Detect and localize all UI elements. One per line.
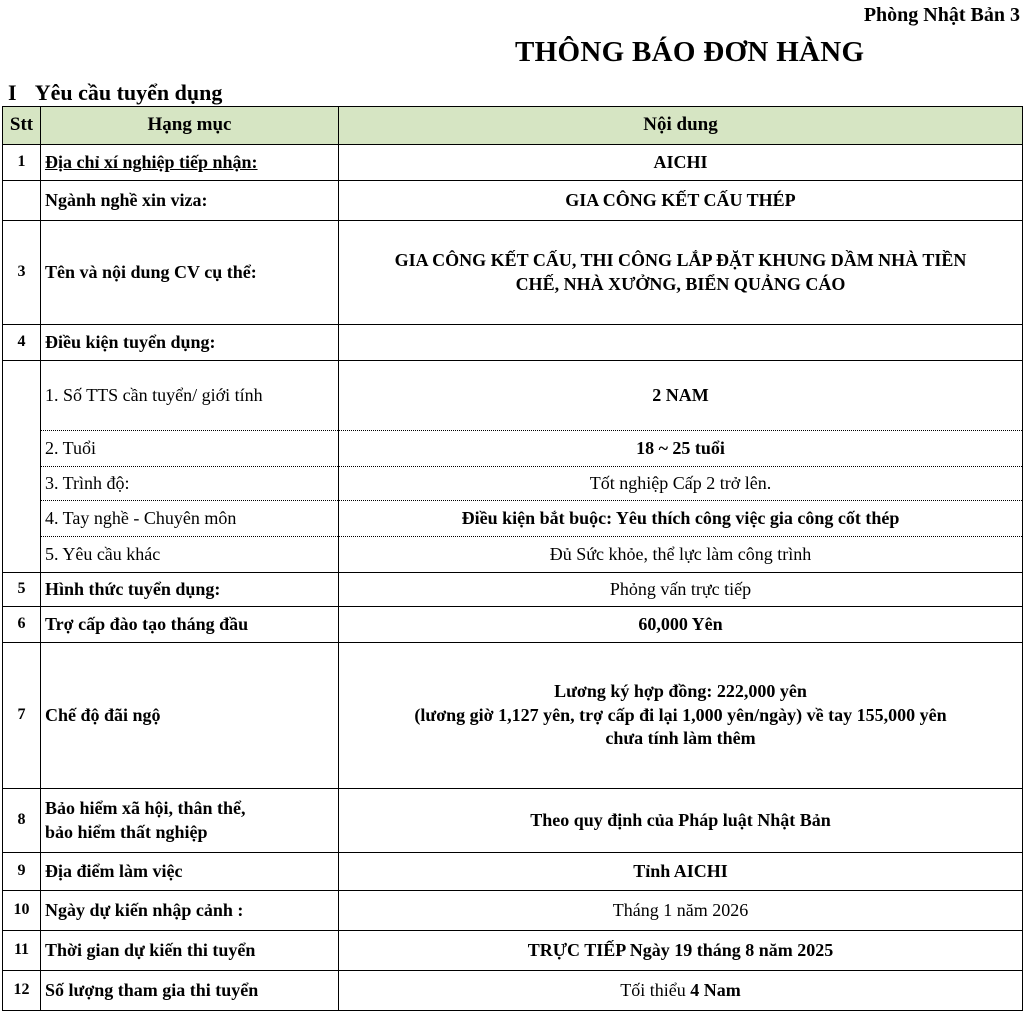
row-stt (3, 537, 41, 573)
table-row (3, 573, 1023, 607)
row-content: Điều kiện bắt buộc: Yêu thích công việc gia công cốt thép (339, 501, 1023, 537)
row-stt: 3 (3, 221, 41, 325)
row-content: 60,000 Yên (339, 607, 1023, 643)
table-row (3, 607, 1023, 643)
row-stt: 5 (3, 573, 41, 607)
row-stt (3, 431, 41, 467)
recruitment-table (2, 106, 1023, 1011)
row-content: TRỰC TIẾP Ngày 19 tháng 8 năm 2025 (339, 931, 1023, 971)
row-stt: 7 (3, 643, 41, 789)
row-stt: 12 (3, 971, 41, 1011)
row-content: AICHI (339, 145, 1023, 181)
row-item: Địa chỉ xí nghiệp tiếp nhận: (41, 145, 339, 181)
row-item: Chế độ đãi ngộ (41, 643, 339, 789)
department-label: Phòng Nhật Bản 3 (863, 4, 1020, 26)
row-item: Ngày dự kiến nhập cảnh : (41, 891, 339, 931)
table-row (3, 891, 1023, 931)
row-stt (3, 467, 41, 501)
section-heading (8, 80, 222, 106)
row-content: Phỏng vấn trực tiếp (339, 573, 1023, 607)
row-content (339, 971, 1023, 1011)
row-content: GIA CÔNG KẾT CẤU THÉP (339, 181, 1023, 221)
row-item: Thời gian dự kiến thi tuyển (41, 931, 339, 971)
row-content: Tỉnh AICHI (339, 853, 1023, 891)
row-item: Ngành nghề xin viza: (41, 181, 339, 221)
row-item: Hình thức tuyển dụng: (41, 573, 339, 607)
column-header-stt: Stt (3, 107, 41, 145)
table-row (3, 971, 1023, 1011)
row-stt: 10 (3, 891, 41, 931)
row-content: Tháng 1 năm 2026 (339, 891, 1023, 931)
row-item: Tên và nội dung CV cụ thể: (41, 221, 339, 325)
table-row (3, 221, 1023, 325)
row-stt (3, 181, 41, 221)
row-item (41, 789, 339, 853)
row-stt: 1 (3, 145, 41, 181)
table-row (3, 501, 1023, 537)
row-content (339, 221, 1023, 325)
row-content-line: (lương giờ 1,127 yên, trợ cấp đi lại 1,000 yên/ngày) về tay 155,000 yên (414, 704, 947, 725)
column-header-content: Nội dung (339, 107, 1023, 145)
row-item: 4. Tay nghề - Chuyên môn (41, 501, 339, 537)
row-stt (3, 501, 41, 537)
row-stt: 8 (3, 789, 41, 853)
row-content: Tốt nghiệp Cấp 2 trở lên. (339, 467, 1023, 501)
table-row (3, 643, 1023, 789)
row-content-line: chưa tính làm thêm (605, 728, 756, 749)
row-stt: 4 (3, 325, 41, 361)
row-stt: 9 (3, 853, 41, 891)
row-content-prefix: Tối thiểu (620, 979, 686, 1000)
row-item: Trợ cấp đào tạo tháng đầu (41, 607, 339, 643)
table-row (3, 145, 1023, 181)
table-header-row (3, 107, 1023, 145)
row-stt: 6 (3, 607, 41, 643)
row-stt (3, 361, 41, 431)
row-item: Điều kiện tuyển dụng: (41, 325, 339, 361)
table-row (3, 537, 1023, 573)
section-title: Yêu cầu tuyển dụng (34, 80, 223, 105)
page-title (360, 36, 1024, 69)
row-content (339, 643, 1023, 789)
row-item: 2. Tuổi (41, 431, 339, 467)
row-item-line: Bảo hiểm xã hội, thân thể, (45, 798, 246, 819)
row-item: Số lượng tham gia thi tuyển (41, 971, 339, 1011)
row-content (339, 325, 1023, 361)
table-row (3, 789, 1023, 853)
row-content: 18 ~ 25 tuổi (339, 431, 1023, 467)
row-item: Địa điểm làm việc (41, 853, 339, 891)
row-content-line: GIA CÔNG KẾT CẤU, THI CÔNG LẮP ĐẶT KHUNG DẦM NHÀ TIỀN (394, 250, 967, 271)
table-row (3, 467, 1023, 501)
table-row (3, 361, 1023, 431)
row-item: 1. Số TTS cần tuyển/ giới tính (41, 361, 339, 431)
row-stt: 11 (3, 931, 41, 971)
section-number: I (8, 80, 17, 105)
table-row (3, 181, 1023, 221)
row-content: Đủ Sức khỏe, thể lực làm công trình (339, 537, 1023, 573)
row-item-line: bảo hiểm thất nghiệp (45, 821, 208, 842)
table-row (3, 431, 1023, 467)
row-content-line: CHẾ, NHÀ XƯỞNG, BIỂN QUẢNG CÁO (515, 273, 846, 294)
row-content-bold: 4 Nam (690, 979, 741, 1000)
column-header-item: Hạng mục (41, 107, 339, 145)
table-row (3, 853, 1023, 891)
table-row (3, 931, 1023, 971)
row-item: 3. Trình độ: (41, 467, 339, 501)
table-row (3, 325, 1023, 361)
row-content: Theo quy định của Pháp luật Nhật Bản (339, 789, 1023, 853)
row-content-line: Lương ký hợp đồng: 222,000 yên (554, 681, 807, 702)
row-content: 2 NAM (339, 361, 1023, 431)
row-item: 5. Yêu cầu khác (41, 537, 339, 573)
page-title-text: THÔNG BÁO ĐƠN HÀNG (515, 36, 865, 68)
